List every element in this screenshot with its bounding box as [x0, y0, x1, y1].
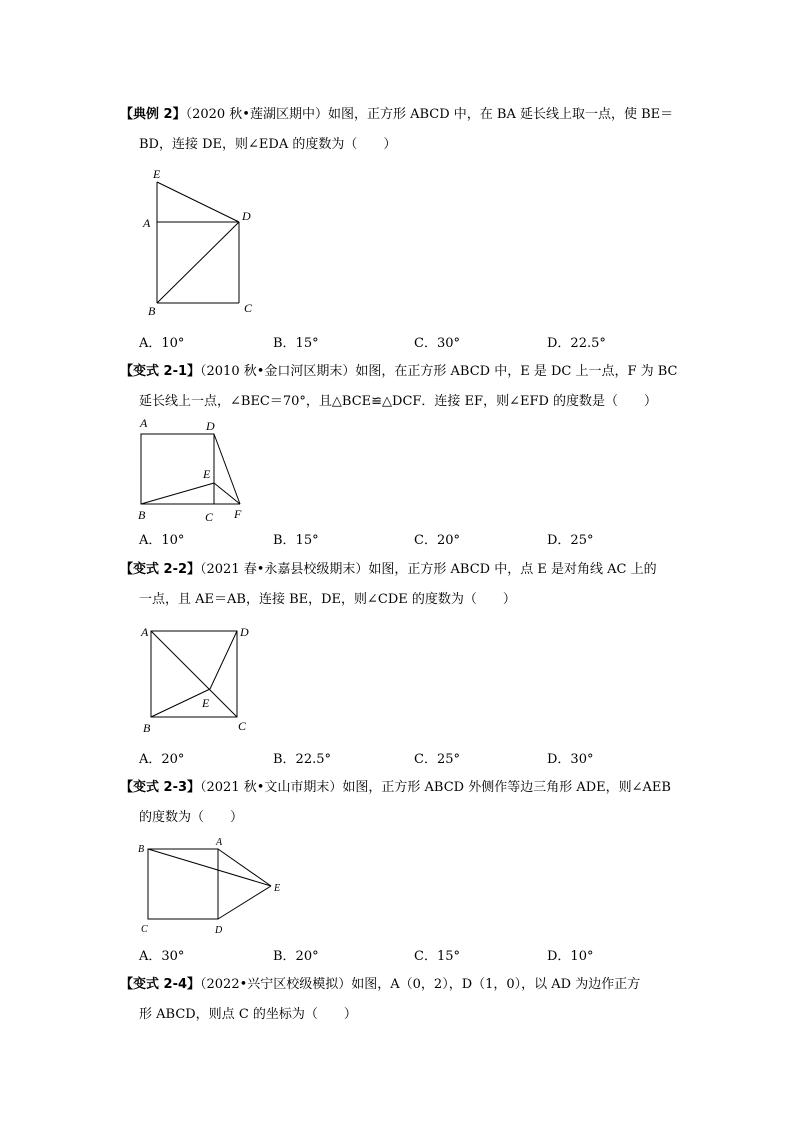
option-d[interactable]: D．25° — [547, 533, 594, 548]
label-A: A — [141, 625, 149, 639]
question-line-2: 延长线上一点，∠BEC＝70°，且△BCE≌△DCF．连接 EF，则∠EFD 的度数是（ ） — [139, 394, 658, 409]
label-B: B — [143, 721, 151, 735]
question-text: （2010 秋•金口河区期末）如图，在正方形 ABCD 中，E 是 DC 上一点，F 为 BC — [200, 364, 678, 379]
label-B: B — [138, 508, 146, 522]
line-AE — [218, 849, 271, 886]
figure-variant-2-1 — [130, 414, 260, 526]
option-a[interactable]: A．10° — [139, 533, 185, 548]
option-b[interactable]: B．15° — [273, 336, 319, 351]
option-a[interactable]: A．30° — [139, 949, 185, 964]
question-variant-2-4 — [120, 970, 680, 1030]
question-tag: 【变式 2-2】 — [120, 562, 201, 577]
question-line-1 — [120, 970, 680, 1000]
question-text: （2021 秋•文山市期末）如图，正方形 ABCD 外侧作等边三角形 ADE，则∠AEB — [200, 780, 671, 795]
option-b[interactable]: B．22.5° — [273, 752, 331, 767]
option-a[interactable]: A．10° — [139, 336, 185, 351]
label-C: C — [205, 510, 214, 524]
question-line-1 — [120, 773, 680, 803]
label-C: C — [141, 924, 148, 935]
line-BD — [157, 222, 239, 303]
line-BE — [148, 849, 271, 886]
options-variant-2-3 — [139, 945, 699, 965]
line-AC — [151, 631, 237, 717]
line-ED — [157, 182, 239, 222]
question-line-2: BD，连接 DE，则∠EDA 的度数为（ ） — [139, 137, 397, 152]
question-tag: 【变式 2-3】 — [120, 780, 201, 795]
label-B: B — [138, 844, 145, 855]
label-D: D — [215, 925, 223, 936]
label-E: E — [203, 467, 211, 481]
label-E: E — [202, 696, 210, 710]
option-c[interactable]: C．20° — [414, 533, 460, 548]
option-d[interactable]: D．30° — [547, 752, 594, 767]
options-variant-2-2 — [139, 748, 699, 768]
question-variant-2-3 — [120, 773, 680, 833]
question-line-2: 一点，且 AE＝AB，连接 BE，DE，则∠CDE 的度数为（ ） — [139, 592, 516, 607]
question-text: （2021 春•永嘉县校级期末）如图，正方形 ABCD 中，点 E 是对角线 AC 上的 — [200, 562, 657, 577]
question-tag: 【变式 2-4】 — [120, 977, 201, 992]
question-tag: 【变式 2-1】 — [120, 364, 201, 379]
question-line-2: 的度数为（ ） — [139, 810, 244, 825]
label-D: D — [206, 419, 215, 433]
label-E: E — [153, 167, 161, 181]
question-line-1 — [120, 357, 680, 387]
option-d[interactable]: D．22.5° — [547, 336, 606, 351]
figure-variant-2-3 — [130, 836, 290, 938]
question-text: （2022•兴宁区校级模拟）如图，A（0，2），D（1，0），以 AD 为边作正方 — [200, 977, 641, 992]
label-C: C — [238, 719, 247, 733]
label-E: E — [274, 883, 281, 894]
option-c[interactable]: C．15° — [414, 949, 460, 964]
option-c[interactable]: C．25° — [414, 752, 460, 767]
question-tag: 【典例 2】 — [120, 107, 186, 122]
question-text: （2020 秋•莲湖区期中）如图，正方形 ABCD 中，在 BA 延长线上取一点，使 BE＝ — [185, 107, 674, 122]
option-a[interactable]: A．20° — [139, 752, 185, 767]
label-A: A — [143, 216, 151, 230]
figure-variant-2-2 — [130, 620, 260, 738]
option-b[interactable]: B．15° — [273, 533, 319, 548]
option-c[interactable]: C．30° — [414, 336, 460, 351]
question-variant-2-2 — [120, 555, 680, 615]
label-F: F — [234, 507, 242, 521]
label-A: A — [140, 416, 148, 430]
label-D: D — [242, 209, 251, 223]
options-example-2 — [139, 332, 699, 352]
label-B: B — [148, 304, 156, 318]
line-DE — [210, 631, 237, 689]
option-b[interactable]: B．20° — [273, 949, 319, 964]
label-D: D — [240, 625, 249, 639]
line-DE — [218, 886, 271, 919]
line-BE — [141, 483, 214, 504]
question-line-1 — [120, 100, 680, 130]
options-variant-2-1 — [139, 529, 699, 549]
question-line-2: 形 ABCD，则点 C 的坐标为（ ） — [139, 1007, 357, 1022]
question-example-2 — [120, 100, 680, 160]
option-d[interactable]: D．10° — [547, 949, 594, 964]
figure-example-2 — [130, 160, 270, 320]
question-variant-2-1 — [120, 357, 680, 417]
question-line-1 — [120, 555, 680, 585]
label-A: A — [216, 837, 223, 848]
label-C: C — [244, 301, 253, 315]
